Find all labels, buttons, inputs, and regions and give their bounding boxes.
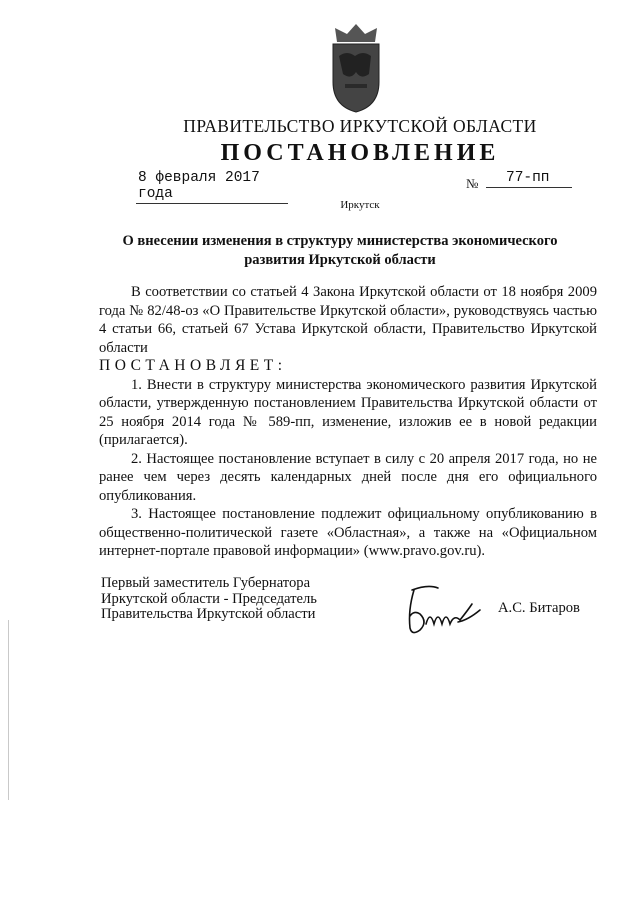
document-date: 8 февраля 2017 года xyxy=(136,170,288,204)
position-line-2: Иркутской области - Председатель xyxy=(101,590,317,607)
city: Иркутск xyxy=(340,199,380,211)
coat-of-arms-icon xyxy=(325,22,387,114)
item-2: 2. Настоящее постановление вступает в силу с 20 апреля 2017 года, но не ранее чем через десять календарных дней после дня его официального опубликования. xyxy=(99,450,597,504)
document-number: 77-пп xyxy=(486,170,572,188)
position-line-3: Правительства Иркутской области xyxy=(101,606,316,622)
subject-line-2: развития Иркутской области xyxy=(244,252,436,268)
signer-name: А.С. Битаров xyxy=(498,600,580,616)
position-line-1: Первый заместитель Губернатора xyxy=(101,575,311,591)
handwritten-signature xyxy=(398,580,488,640)
subject-line-1: О внесении изменения в структуру министерства экономического xyxy=(122,233,558,249)
number-sign: № xyxy=(466,176,479,191)
document-body xyxy=(99,283,597,561)
document-subject xyxy=(110,232,570,270)
margin-rule xyxy=(8,620,9,800)
item-1: 1. Внести в структуру министерства экономического развития Иркутской области, утвержденную постановлением Правительства Иркутской области от 25 ноября 2014 года № 589-пп, изменение, изложив ее в новой редакции (прилагается). xyxy=(99,376,597,448)
resolves-heading: ПОСТАНОВЛЯЕТ: xyxy=(99,357,287,374)
preamble: В соответствии со статьей 4 Закона Иркутской области от 18 ноября 2009 года № 82/48-оз «О Правительстве Иркутской области», руководствуясь частью 4 статьи 66, статьей 67 Устава Иркутской области, Правительство Иркутской области xyxy=(99,284,597,356)
document-type: ПОСТАНОВЛЕНИЕ xyxy=(220,140,500,166)
item-3: 3. Настоящее постановление подлежит официальному опубликованию в общественно-политической газете «Областная», а также на «Официальном интернет-портале правовой информации» (www.pravo.gov.ru). xyxy=(99,506,597,559)
government-name: ПРАВИТЕЛЬСТВО ИРКУТСКОЙ ОБЛАСТИ xyxy=(183,116,537,136)
signatory-position xyxy=(101,576,317,623)
